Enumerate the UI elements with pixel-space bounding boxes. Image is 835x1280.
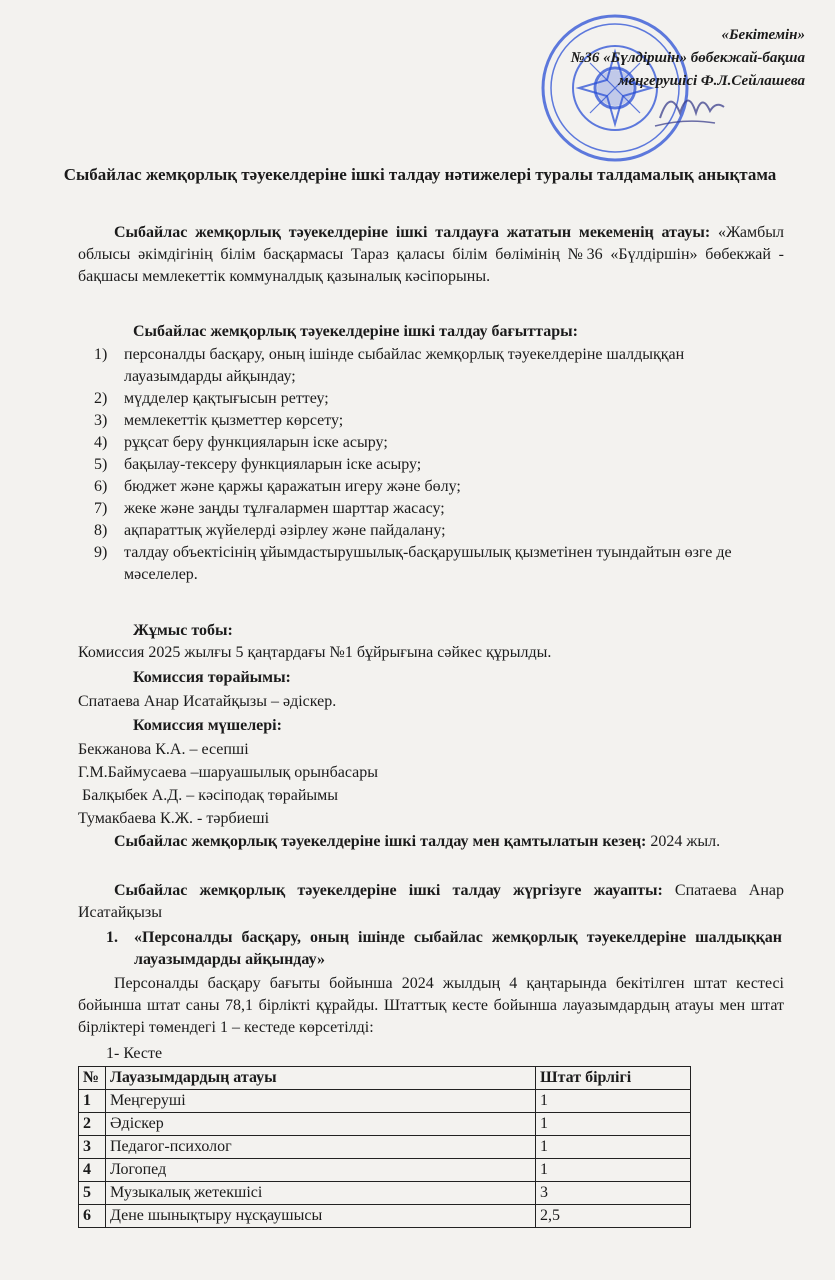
chair-text: Спатаева Анар Исатайқызы – әдіскер.: [78, 693, 337, 710]
table-cell-units: 3: [536, 1182, 691, 1205]
list-item-number: 9): [94, 544, 108, 561]
staff-table: [78, 1066, 691, 1228]
table-cell-number: 1: [79, 1090, 106, 1113]
list-item-text: жеке және заңды тұлғалармен шарттар жасасу;: [124, 500, 445, 517]
period-value: 2024 жыл.: [650, 833, 721, 850]
table-row: [79, 1136, 691, 1159]
list-item-text: бюджет және қаржы қаражатын игеру және бөлу;: [124, 478, 461, 495]
responsible-label: Сыбайлас жемқорлық тәуекелдеріне ішкі талдау жүргізуге жауапты:: [114, 882, 663, 899]
list-item-number: 7): [94, 500, 108, 517]
list-item-number: 2): [94, 390, 108, 407]
member-line: Балқыбек А.Д. – кәсіподақ төрайымы: [78, 787, 339, 804]
chair-heading: Комиссия төрайымы:: [133, 669, 291, 686]
table-row: [79, 1090, 691, 1113]
list-item-text: талдау объектісінің ұйымдастырушылық-басқарушылық қызметінен туындайтын өзге де мәселелер.: [124, 544, 732, 583]
approval-line-1: «Бекітемін»: [721, 27, 805, 43]
table-cell-units: 1: [536, 1136, 691, 1159]
table-cell-position: Педагог-психолог: [106, 1136, 536, 1159]
table-cell-units: 2,5: [536, 1205, 691, 1228]
list-item-text: мүдделер қақтығысын реттеу;: [124, 390, 329, 407]
responsible-value: Спатаева Анар Исатайқызы: [78, 882, 784, 921]
working-group-heading: Жұмыс тобы:: [133, 622, 233, 639]
list-item-number: 3): [94, 412, 108, 429]
working-group-text: Комиссия 2025 жылғы 5 қаңтардағы №1 бұйрығына сәйкес құрылды.: [78, 644, 552, 661]
list-item: [94, 454, 784, 476]
table-row: [79, 1159, 691, 1182]
approval-line-2: №36 «Бүлдіршін» бөбекжай-бақша: [570, 50, 805, 66]
table-row: [79, 1182, 691, 1205]
table-cell-position: Меңгеруші: [106, 1090, 536, 1113]
section-1-heading: [106, 927, 782, 971]
table-caption: 1- Кесте: [106, 1045, 163, 1062]
section-1-paragraph: Персоналды басқару бағыты бойынша 2024 жылдың 4 қаңтарында бекітілген штат кестесі бойынша штат саны 78,1 бірлікті құрайды. Штаттық кесте бойынша лауазымдардың атауы мен штат бірліктері төмендегі 1 – кестеде көрсетілді:: [78, 975, 784, 1036]
list-item-text: персоналды басқару, оның ішінде сыбайлас жемқорлық тәуекелдеріне шалдыққан лауазымдарды айқындау;: [124, 346, 685, 385]
list-item-text: бақылау-тексеру функцияларын іске асыру;: [124, 456, 422, 473]
table-cell-number: 4: [79, 1159, 106, 1182]
period-label: Сыбайлас жемқорлық тәуекелдеріне ішкі талдау мен қамтылатын кезең:: [114, 833, 647, 850]
table-cell-units: 1: [536, 1113, 691, 1136]
table-cell-units: 1: [536, 1159, 691, 1182]
directions-list: [94, 344, 784, 586]
list-item-text: ақпараттық жүйелерді әзірлеу және пайдалану;: [124, 522, 446, 539]
directions-heading: Сыбайлас жемқорлық тәуекелдеріне ішкі талдау бағыттары:: [133, 323, 578, 340]
institution-label: Сыбайлас жемқорлық тәуекелдеріне ішкі талдауға жататын мекеменің атауы:: [114, 224, 711, 241]
list-item-number: 1): [94, 346, 108, 363]
document-title: Сыбайлас жемқорлық тәуекелдеріне ішкі талдау нәтижелері туралы талдамалық анықтама: [63, 165, 777, 184]
responsible-paragraph: [78, 880, 784, 924]
list-item: [94, 410, 784, 432]
list-item: [94, 476, 784, 498]
table-header-number: №: [79, 1067, 106, 1090]
list-item: [94, 520, 784, 542]
list-item: [94, 388, 784, 410]
list-item-number: 8): [94, 522, 108, 539]
table-row: [79, 1113, 691, 1136]
table-cell-number: 6: [79, 1205, 106, 1228]
table-cell-number: 2: [79, 1113, 106, 1136]
list-item: [94, 432, 784, 454]
section-1-number: 1.: [106, 929, 118, 946]
approval-line-3: меңгерушісі Ф.Л.Сейлашева: [618, 73, 805, 89]
institution-paragraph: [78, 222, 784, 288]
table-header-row: [79, 1067, 691, 1090]
table-cell-position: Дене шынықтыру нұсқаушысы: [106, 1205, 536, 1228]
list-item-text: мемлекеттік қызметтер көрсету;: [124, 412, 344, 429]
table-cell-number: 3: [79, 1136, 106, 1159]
member-line: Тумакбаева К.Ж. - тәрбиеші: [78, 810, 270, 827]
approval-block: [571, 24, 805, 93]
table-cell-position: Әдіскер: [106, 1113, 536, 1136]
institution-value: «Жамбыл облысы әкімдігінің білім басқармасы Тараз қаласы білім бөлімінің №36 «Бүлдіршін» бөбекжай - бақшасы мемлекеттік коммуналдық қазыналық кәсіпорыны.: [78, 224, 785, 285]
list-item-number: 5): [94, 456, 108, 473]
list-item: [94, 344, 784, 388]
list-item-number: 6): [94, 478, 108, 495]
period-paragraph: [78, 831, 784, 853]
table-cell-position: Музыкалық жетекшісі: [106, 1182, 536, 1205]
table-row: [79, 1205, 691, 1228]
table-cell-position: Логопед: [106, 1159, 536, 1182]
table-cell-number: 5: [79, 1182, 106, 1205]
list-item: [94, 542, 784, 586]
member-line: Г.М.Баймусаева –шаруашылық орынбасары: [78, 764, 378, 781]
list-item-number: 4): [94, 434, 108, 451]
table-header-position: Лауазымдардың атауы: [106, 1067, 536, 1090]
members-heading: Комиссия мүшелері:: [133, 717, 282, 734]
list-item-text: рұқсат беру функцияларын іске асыру;: [124, 434, 388, 451]
list-item: [94, 498, 784, 520]
table-cell-units: 1: [536, 1090, 691, 1113]
member-line: Бекжанова К.А. – есепші: [78, 741, 249, 758]
section-1-title: «Персоналды басқару, оның ішінде сыбайлас жемқорлық тәуекелдеріне шалдыққан лауазымдарды айқындау»: [134, 929, 782, 968]
table-header-units: Штат бірлігі: [536, 1067, 691, 1090]
